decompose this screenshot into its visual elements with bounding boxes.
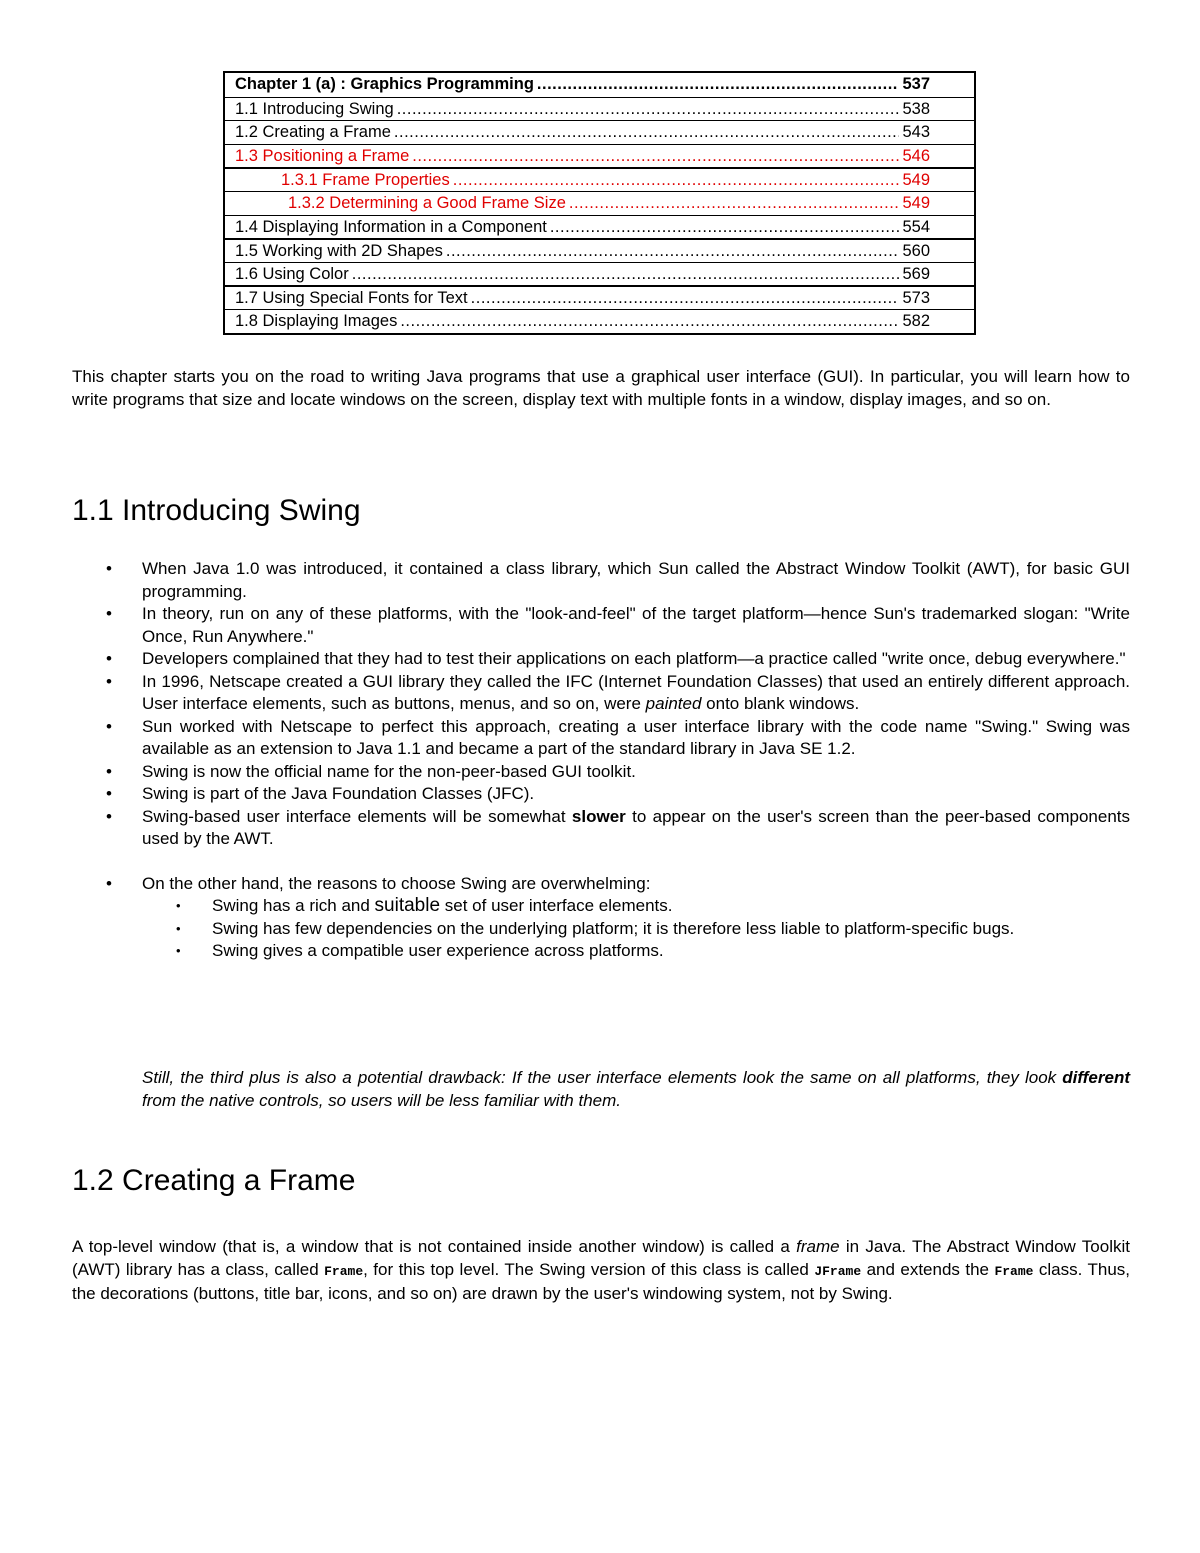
toc-leader-dots <box>471 287 900 309</box>
emphasis-text: painted <box>645 694 702 713</box>
section-heading-1-2: 1.2 Creating a Frame <box>72 1164 356 1197</box>
toc-leader-dots <box>352 263 900 285</box>
toc-entry-page: 546 <box>902 146 930 165</box>
toc-leader-dots <box>400 310 899 332</box>
list-item-text: In 1996, Netscape created a GUI library they called the IFC (Internet Foundation Classes) that used an entirely different approach. User interface elements, such as buttons, menus, and so on, were <box>142 671 1130 713</box>
toc-leader-dots <box>446 240 900 262</box>
toc-entry-title: 1.7 Using Special Fonts for Text <box>235 289 468 308</box>
paragraph-text: A top-level window (that is, a window that is not contained inside another window) is called a <box>72 1237 797 1256</box>
toc-row[interactable] <box>225 309 974 333</box>
toc-row[interactable] <box>225 262 974 286</box>
list-item: • Swing is part of the Java Foundation Classes (JFC). <box>72 783 1130 806</box>
list-item <box>72 873 1130 963</box>
code-text: JFrame <box>814 1263 862 1279</box>
toc-row[interactable] <box>225 215 974 239</box>
toc-entry-title: Chapter 1 (a) : Graphics Programming <box>235 75 534 93</box>
toc-entry-title: 1.4 Displaying Information in a Component <box>235 217 547 236</box>
list-item-text: onto blank windows. <box>701 694 860 713</box>
section-heading-1-1: 1.1 Introducing Swing <box>72 494 361 527</box>
sub-list-item <box>142 895 1130 918</box>
list-item: • In theory, run on any of these platforms, with the "look-and-feel" of the target platform—hence Sun's trademarked slogan: "Write Once, Run Anywhere." <box>72 603 1130 648</box>
toc-row-highlighted[interactable] <box>225 144 974 168</box>
paragraph-text: class. Thus, the decorations (buttons, title bar, icons, and so on) are drawn by the user's windowing system, not by Swing. <box>72 1259 1130 1303</box>
strong-text: different <box>1062 1068 1130 1087</box>
toc-entry-title: 1.3 Positioning a Frame <box>235 146 410 165</box>
list-item: • Developers complained that they had to test their applications on each platform—a practice called "write once, debug everywhere." <box>72 648 1130 671</box>
toc-entry-page: 549 <box>902 193 930 212</box>
toc-entry-page: 543 <box>902 123 930 142</box>
large-text: suitable <box>374 895 441 916</box>
sub-list-item: • Swing gives a compatible user experience across platforms. <box>142 940 1130 963</box>
toc-leader-dots <box>394 121 900 143</box>
toc-entry-page: 537 <box>902 75 930 93</box>
toc-entry-title: 1.6 Using Color <box>235 264 349 283</box>
code-text: Frame <box>994 1263 1034 1279</box>
toc-leader-dots <box>397 98 900 120</box>
frame-paragraph <box>72 1236 1130 1306</box>
toc-row-highlighted[interactable] <box>225 167 974 191</box>
toc-entry-page: 573 <box>902 289 930 308</box>
paragraph-text: in Java. The Abstract Window Toolkit (AWT) library has a class, called <box>72 1237 1130 1279</box>
list-item-text: to appear on the user's screen than the peer-based components used by the AWT. <box>142 806 1131 848</box>
toc-entry-title: 1.2 Creating a Frame <box>235 123 391 142</box>
toc-entry-page: 560 <box>902 242 930 261</box>
strong-text: slower <box>571 806 626 826</box>
toc-entry-title: 1.5 Working with 2D Shapes <box>235 242 443 261</box>
paragraph-text: , for this top level. The Swing version of this class is called <box>363 1259 815 1279</box>
toc-row-highlighted[interactable] <box>225 191 974 215</box>
sub-list-item: • Swing has few dependencies on the underlying platform; it is therefore less liable to platform-specific bugs. <box>142 918 1130 941</box>
toc-entry-page: 538 <box>902 99 930 118</box>
list-item-text: Swing-based user interface elements will be somewhat <box>142 806 572 826</box>
toc-entry-page: 582 <box>902 311 930 330</box>
code-text: Frame <box>324 1263 364 1279</box>
toc-row[interactable] <box>225 238 974 262</box>
sub-bullet-list <box>142 895 1130 963</box>
list-item <box>72 671 1130 716</box>
emphasis-text: frame <box>796 1237 840 1256</box>
toc-row[interactable] <box>225 97 974 121</box>
toc-entry-title: 1.1 Introducing Swing <box>235 99 394 118</box>
table-of-contents <box>223 71 976 335</box>
list-item-text: On the other hand, the reasons to choose Swing are overwhelming: <box>142 873 651 893</box>
toc-leader-dots <box>550 216 900 238</box>
toc-leader-dots <box>453 169 900 191</box>
list-item: • When Java 1.0 was introduced, it contained a class library, which Sun called the Abstract Window Toolkit (AWT), for basic GUI programming. <box>72 558 1130 603</box>
toc-leader-dots <box>412 145 899 167</box>
toc-entry-title: 1.3.1 Frame Properties <box>281 171 450 190</box>
toc-entry-title: 1.3.2 Determining a Good Frame Size <box>288 193 566 212</box>
italic-note <box>142 1067 1130 1112</box>
toc-leader-dots <box>569 192 900 214</box>
toc-row[interactable] <box>225 73 974 97</box>
list-item-text: set of user interface elements. <box>440 896 673 915</box>
list-item: • Swing is now the official name for the non-peer-based GUI toolkit. <box>72 761 1130 784</box>
toc-entry-page: 554 <box>902 217 930 236</box>
note-text: Still, the third plus is also a potential drawback: If the user interface elements look the same on all platforms, they look <box>142 1068 1063 1087</box>
note-text: from the native controls, so users will be less familiar with them. <box>142 1090 622 1110</box>
list-item <box>72 806 1130 851</box>
toc-leader-dots <box>537 73 900 95</box>
swing-bullet-list <box>72 558 1130 963</box>
toc-entry-title: 1.8 Displaying Images <box>235 311 398 330</box>
list-item: • Sun worked with Netscape to perfect this approach, creating a user interface library with the code name "Swing." Swing was available as an extension to Java 1.1 and became a part of the standard library in Java SE 1.2. <box>72 716 1130 761</box>
paragraph-text: and extends the <box>861 1259 995 1279</box>
toc-entry-page: 569 <box>902 264 930 283</box>
toc-row[interactable] <box>225 120 974 144</box>
toc-entry-page: 549 <box>902 171 930 190</box>
intro-paragraph: This chapter starts you on the road to writing Java programs that use a graphical user interface (GUI). In particular, you will learn how to write programs that size and locate windows on the screen, display text with multiple fonts in a window, display images, and so on. <box>72 367 1130 409</box>
toc-row[interactable] <box>225 285 974 309</box>
list-item-text: Swing has a rich and <box>212 896 375 915</box>
